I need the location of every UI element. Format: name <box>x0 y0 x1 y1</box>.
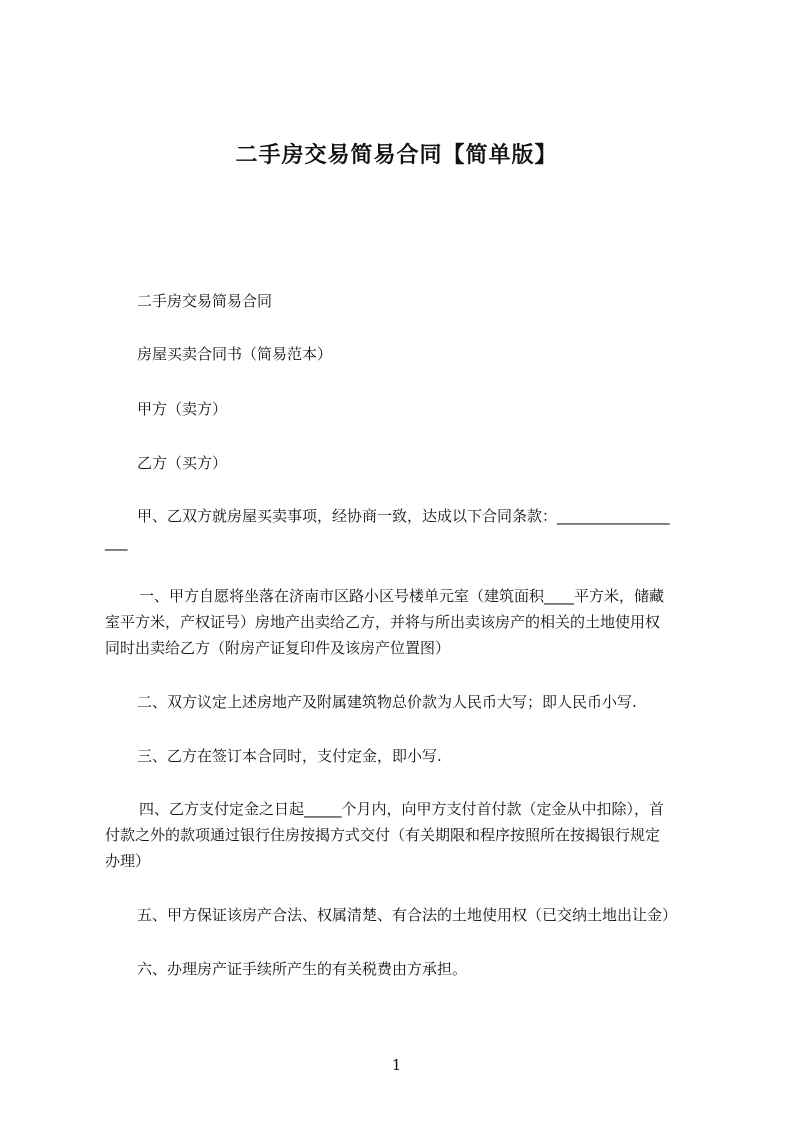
clause-6 <box>105 956 737 982</box>
document-title: 二手房交易简易合同【简单版】 <box>235 143 558 168</box>
paragraph-line: 乙方（买方） <box>137 454 228 472</box>
paragraph-contract-subtitle <box>105 341 737 367</box>
paragraph-line: 一、甲方自愿将坐落在济南市区路小区号楼单元室（建筑面积____平方米，储藏 <box>139 587 665 605</box>
paragraph-line: 甲方（卖方） <box>137 400 228 418</box>
paragraph-contract-name <box>105 288 737 314</box>
paragraph-line: 甲、乙双方就房屋买卖事项，经协商一致，达成以下合同条款：_______________ <box>137 507 670 525</box>
paragraph-line: 二、双方议定上述房地产及附属建筑物总价款为人民币大写；即人民币小写. <box>137 693 637 711</box>
page-number: 1 <box>391 1056 402 1074</box>
clause-2 <box>105 689 737 715</box>
paragraph-line: ___ <box>105 533 128 551</box>
paragraph-line: 六、办理房产证手续所产生的有关税费由方承担。 <box>137 960 468 978</box>
paragraph-line: 三、乙方在签订本合同时，支付定金，即小写. <box>137 747 442 765</box>
clause-3 <box>105 743 737 769</box>
paragraph-agreement-intro <box>105 503 705 555</box>
paragraph-line: 五、甲方保证该房产合法、权属清楚、有合法的土地使用权（已交纳土地出让金） <box>137 906 678 924</box>
paragraph-line: 办理） <box>105 852 151 870</box>
paragraph-party-b <box>105 450 737 476</box>
paragraph-line: 二手房交易简易合同 <box>137 292 273 310</box>
paragraph-line: 付款之外的款项通过银行住房按揭方式交付（有关期限和程序按照所在按揭银行规定 <box>105 826 661 844</box>
clause-5 <box>105 902 737 928</box>
paragraph-line: 室平方米，产权证号）房地产出卖给乙方，并将与所出卖该房产的相关的土地使用权 <box>105 613 661 631</box>
paragraph-party-a <box>105 396 737 422</box>
paragraph-line: 四、乙方支付定金之日起_____个月内，向甲方支付首付款（定金从中扣除），首 <box>139 800 665 818</box>
paragraph-line: 同时出卖给乙方（附房产证复印件及该房产位置图） <box>105 639 451 657</box>
clause-1 <box>105 583 705 661</box>
paragraph-line: 房屋买卖合同书（简易范本） <box>137 345 333 363</box>
clause-4 <box>105 796 705 874</box>
